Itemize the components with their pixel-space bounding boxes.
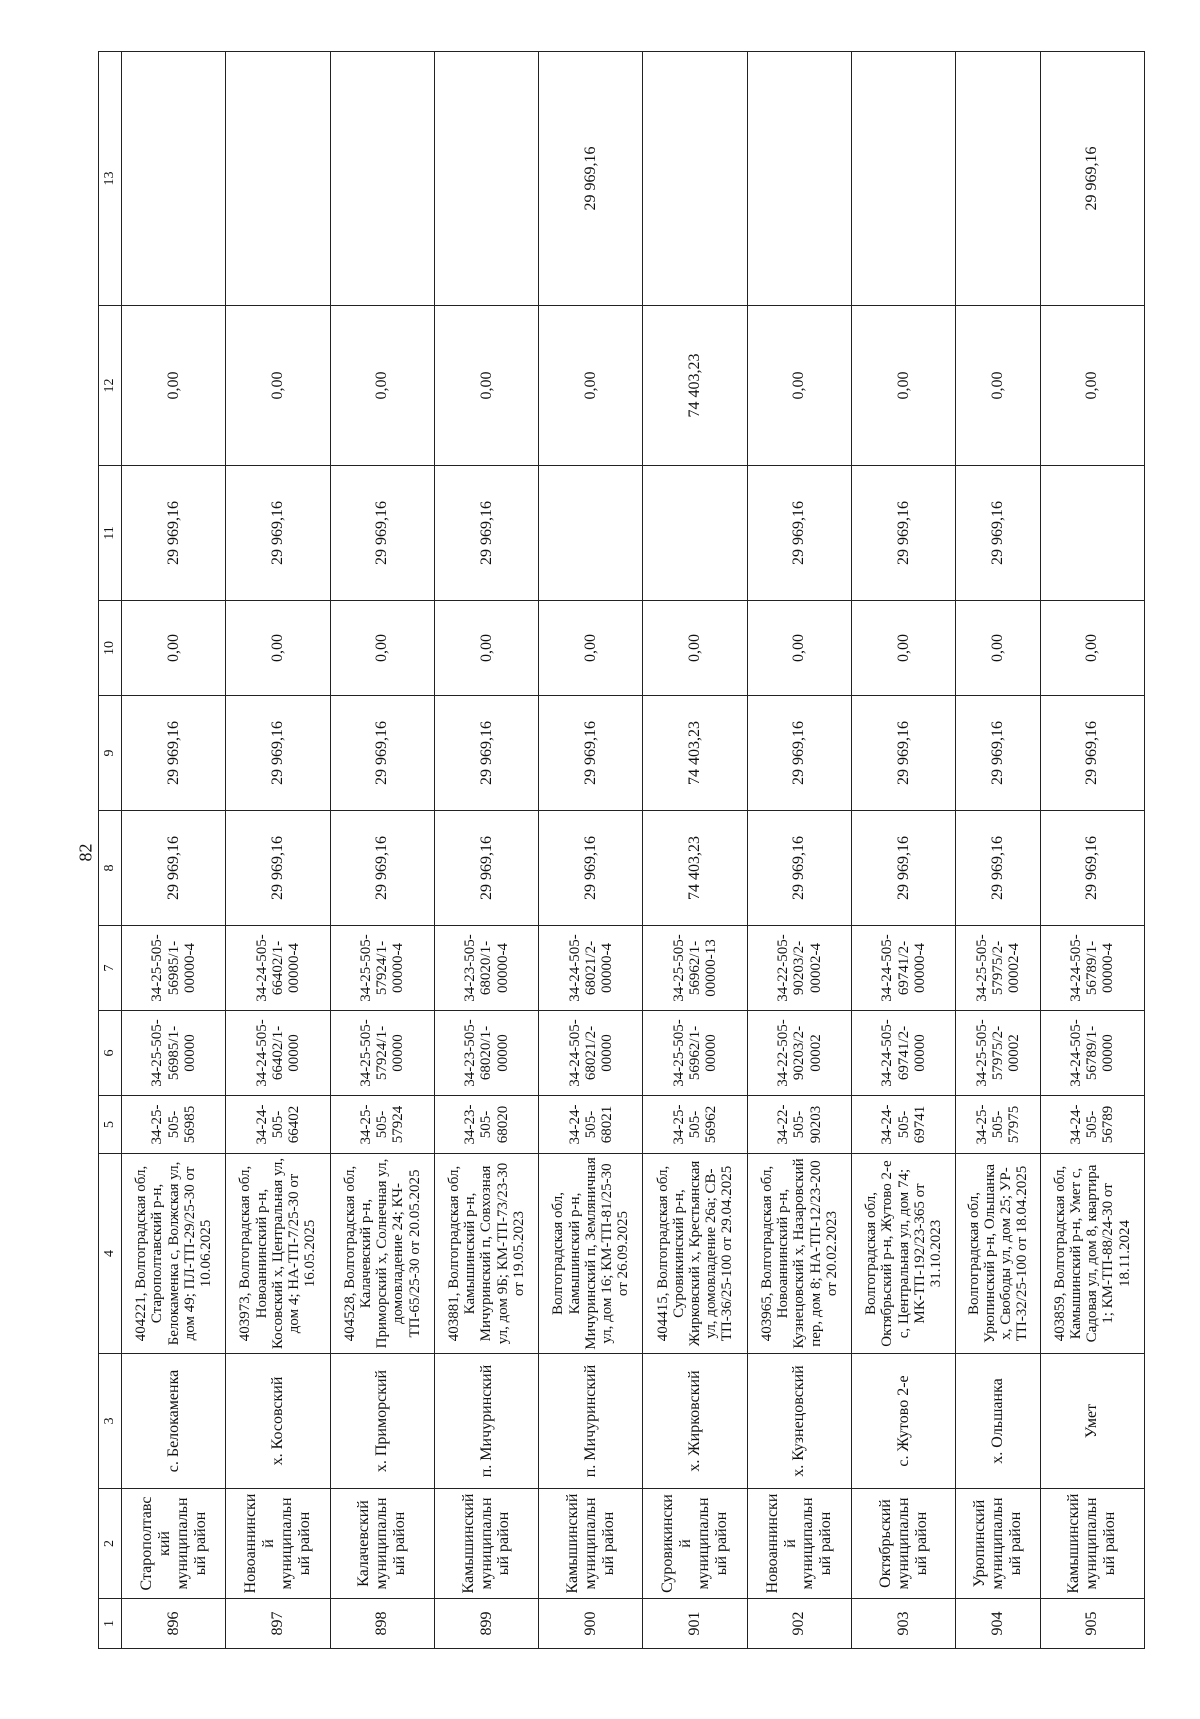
row-number: 900 (539, 1599, 643, 1649)
amount-col10: 0,00 (852, 601, 956, 696)
cadastral-cell: 34-24-505-69741 (852, 1096, 956, 1154)
amount-col11 (539, 466, 643, 601)
object-code-cell: 34-25-505-57924/1-00000 (330, 1011, 434, 1096)
settlement-cell: х. Кузнецовский (747, 1354, 851, 1489)
amount-col13 (226, 52, 330, 306)
district-cell: Новоаннинский муниципальный район (226, 1489, 330, 1599)
amount-col9: 29 969,16 (434, 696, 538, 811)
address-cell: 404415, Волгоградская обл, Суровикинский р-н, Жирковский х, Крестьянская ул, домовладение 26а; СВ-ТП-36/25-100 от 29.04.2025 (643, 1154, 747, 1354)
column-header-7: 7 (99, 926, 122, 1011)
row-number: 898 (330, 1599, 434, 1649)
amount-col11: 29 969,16 (956, 466, 1040, 601)
object-code-cell: 34-23-505-68020/1-00000 (434, 1011, 538, 1096)
settlement-cell: х. Косовский (226, 1354, 330, 1489)
amount-col12: 0,00 (1040, 306, 1144, 466)
amount-col10: 0,00 (747, 601, 851, 696)
object-subcode-cell: 34-25-505-57975/2-00002-4 (956, 926, 1040, 1011)
amount-col9: 29 969,16 (1040, 696, 1144, 811)
amount-col12: 0,00 (122, 306, 226, 466)
district-cell: Октябрьский муниципальный район (852, 1489, 956, 1599)
object-subcode-cell: 34-24-505-56789/1-00000-4 (1040, 926, 1144, 1011)
table-row (1040, 52, 1144, 1649)
amount-col11: 29 969,16 (330, 466, 434, 601)
object-code-cell: 34-24-505-56789/1-00000 (1040, 1011, 1144, 1096)
amount-col8: 29 969,16 (747, 811, 851, 926)
amount-col12: 74 403,23 (643, 306, 747, 466)
amount-col13: 29 969,16 (1040, 52, 1144, 306)
amount-col11 (1040, 466, 1144, 601)
cadastral-cell: 34-22-505-90203 (747, 1096, 851, 1154)
district-cell: Камышинский муниципальный район (434, 1489, 538, 1599)
amount-col12: 0,00 (956, 306, 1040, 466)
object-subcode-cell: 34-25-505-57924/1-00000-4 (330, 926, 434, 1011)
settlement-cell: х. Ольшанка (956, 1354, 1040, 1489)
amount-col9: 29 969,16 (330, 696, 434, 811)
amount-col10: 0,00 (122, 601, 226, 696)
amount-col12: 0,00 (852, 306, 956, 466)
amount-col13: 29 969,16 (539, 52, 643, 306)
settlement-cell: с. Жутово 2-е (852, 1354, 956, 1489)
column-header-10: 10 (99, 601, 122, 696)
amount-col8: 74 403,23 (643, 811, 747, 926)
row-number: 899 (434, 1599, 538, 1649)
cadastral-cell: 34-25-505-56962 (643, 1096, 747, 1154)
column-header-6: 6 (99, 1011, 122, 1096)
table-row (434, 52, 538, 1649)
row-number: 903 (852, 1599, 956, 1649)
settlement-cell: х. Приморский (330, 1354, 434, 1489)
amount-col10: 0,00 (643, 601, 747, 696)
amount-col9: 74 403,23 (643, 696, 747, 811)
row-number: 905 (1040, 1599, 1144, 1649)
address-cell: 403859, Волгоградская обл, Камышинский р-н, Умет с, Садовая ул, дом 8, квартира 1; КМ-ТП-88/24-30 от 18.11.2024 (1040, 1154, 1144, 1354)
amount-col9: 29 969,16 (852, 696, 956, 811)
district-cell: Урюпинский муниципальный район (956, 1489, 1040, 1599)
row-number: 904 (956, 1599, 1040, 1649)
address-cell: 403973, Волгоградская обл, Новоаннинский р-н, Косовский х, Центральная ул, дом 4; НА-ТП-7/25-30 от 16.05.2025 (226, 1154, 330, 1354)
cadastral-cell: 34-25-505-56985 (122, 1096, 226, 1154)
amount-col11 (643, 466, 747, 601)
table-row (122, 52, 226, 1649)
object-subcode-cell: 34-25-505-56985/1-00000-4 (122, 926, 226, 1011)
table-row (747, 52, 851, 1649)
cadastral-cell: 34-23-505-68020 (434, 1096, 538, 1154)
address-cell: 404221, Волгоградская обл, Старополтавский р-н, Белокаменка с, Волжская ул, дом 49; ПЛ-ТП-29/25-30 от 10.06.2025 (122, 1154, 226, 1354)
district-cell: Камышинский муниципальный район (1040, 1489, 1144, 1599)
amount-col11: 29 969,16 (226, 466, 330, 601)
amount-col13 (434, 52, 538, 306)
settlement-cell: п. Мичуринский (539, 1354, 643, 1489)
amount-col13 (122, 52, 226, 306)
amount-col10: 0,00 (539, 601, 643, 696)
amount-col13 (852, 52, 956, 306)
amount-col9: 29 969,16 (226, 696, 330, 811)
object-code-cell: 34-22-505-90203/2-00002 (747, 1011, 851, 1096)
object-code-cell: 34-24-505-68021/2-00000 (539, 1011, 643, 1096)
district-cell: Новоаннинский муниципальный район (747, 1489, 851, 1599)
amount-col8: 29 969,16 (956, 811, 1040, 926)
amount-col12: 0,00 (747, 306, 851, 466)
amount-col11: 29 969,16 (434, 466, 538, 601)
table-row (643, 52, 747, 1649)
data-table (98, 51, 1145, 1649)
amount-col12: 0,00 (434, 306, 538, 466)
column-header-13: 13 (99, 52, 122, 306)
district-cell: Старополтавский муниципальный район (122, 1489, 226, 1599)
amount-col11: 29 969,16 (852, 466, 956, 601)
amount-col8: 29 969,16 (539, 811, 643, 926)
amount-col13 (747, 52, 851, 306)
rotated-table-frame (98, 52, 1145, 1649)
amount-col12: 0,00 (330, 306, 434, 466)
settlement-cell: п. Мичуринский (434, 1354, 538, 1489)
amount-col13 (643, 52, 747, 306)
amount-col8: 29 969,16 (434, 811, 538, 926)
amount-col13 (330, 52, 434, 306)
column-header-1: 1 (99, 1599, 122, 1649)
settlement-cell: х. Жирковский (643, 1354, 747, 1489)
rotated-table-container (98, 52, 1145, 1649)
settlement-cell: Умет (1040, 1354, 1144, 1489)
object-code-cell: 34-25-505-56962/1-00000 (643, 1011, 747, 1096)
amount-col9: 29 969,16 (122, 696, 226, 811)
district-cell: Суровикинский муниципальный район (643, 1489, 747, 1599)
object-subcode-cell: 34-24-505-68021/2-00000-4 (539, 926, 643, 1011)
object-code-cell: 34-25-505-56985/1-00000 (122, 1011, 226, 1096)
table-row (330, 52, 434, 1649)
amount-col10: 0,00 (1040, 601, 1144, 696)
cadastral-cell: 34-24-505-66402 (226, 1096, 330, 1154)
row-number: 897 (226, 1599, 330, 1649)
object-subcode-cell: 34-22-505-90203/2-00002-4 (747, 926, 851, 1011)
amount-col8: 29 969,16 (852, 811, 956, 926)
object-code-cell: 34-24-505-66402/1-00000 (226, 1011, 330, 1096)
object-code-cell: 34-24-505-69741/2-00000 (852, 1011, 956, 1096)
object-subcode-cell: 34-25-505-56962/1-00000-13 (643, 926, 747, 1011)
address-cell: Волгоградская обл, Камышинский р-н, Мичуринский п, Земляничная ул, дом 16; КМ-ТП-81/25-30 от 26.09.2025 (539, 1154, 643, 1354)
amount-col8: 29 969,16 (1040, 811, 1144, 926)
amount-col10: 0,00 (956, 601, 1040, 696)
row-number: 901 (643, 1599, 747, 1649)
district-cell: Калачевский муниципальный район (330, 1489, 434, 1599)
column-header-4: 4 (99, 1154, 122, 1354)
amount-col8: 29 969,16 (226, 811, 330, 926)
address-cell: Волгоградская обл, Октябрьский р-н, Жутово 2-е с, Центральная ул, дом 74; МК-ТП-192/23-365 от 31.10.2023 (852, 1154, 956, 1354)
cadastral-cell: 34-24-505-56789 (1040, 1096, 1144, 1154)
district-cell: Камышинский муниципальный район (539, 1489, 643, 1599)
column-header-8: 8 (99, 811, 122, 926)
column-header-11: 11 (99, 466, 122, 601)
object-subcode-cell: 34-24-505-69741/2-00000-4 (852, 926, 956, 1011)
amount-col8: 29 969,16 (122, 811, 226, 926)
column-header-5: 5 (99, 1096, 122, 1154)
settlement-cell: с. Белокаменка (122, 1354, 226, 1489)
table-body (122, 52, 1145, 1649)
header-row (99, 52, 122, 1649)
amount-col11: 29 969,16 (747, 466, 851, 601)
cadastral-cell: 34-24-505-68021 (539, 1096, 643, 1154)
amount-col9: 29 969,16 (956, 696, 1040, 811)
amount-col10: 0,00 (434, 601, 538, 696)
address-cell: 404528, Волгоградская обл, Калачевский р-н, Приморский х, Солнечная ул, домовладение 24; КЧ-ТП-65/25-30 от 20.05.2025 (330, 1154, 434, 1354)
column-header-2: 2 (99, 1489, 122, 1599)
object-code-cell: 34-25-505-57975/2-00002 (956, 1011, 1040, 1096)
address-cell: 403881, Волгоградская обл, Камышинский р-н, Мичуринский п, Совхозная ул, дом 9Б; КМ-ТП-73/23-30 от 19.05.2023 (434, 1154, 538, 1354)
amount-col9: 29 969,16 (747, 696, 851, 811)
address-cell: Волгоградская обл, Урюпинский р-н, Ольшанка х, Свободы ул, дом 25; УР-ТП-32/25-100 от 18.04.2025 (956, 1154, 1040, 1354)
amount-col12: 0,00 (539, 306, 643, 466)
table-row (852, 52, 956, 1649)
amount-col11: 29 969,16 (122, 466, 226, 601)
row-number: 896 (122, 1599, 226, 1649)
cadastral-cell: 34-25-505-57924 (330, 1096, 434, 1154)
table-header (99, 52, 122, 1649)
amount-col10: 0,00 (226, 601, 330, 696)
row-number: 902 (747, 1599, 851, 1649)
address-cell: 403965, Волгоградская обл, Новоаннинский р-н, Кузнецовский х, Назаровский пер, дом 8; НА-ТП-12/23-200 от 20.02.2023 (747, 1154, 851, 1354)
object-subcode-cell: 34-23-505-68020/1-00000-4 (434, 926, 538, 1011)
amount-col12: 0,00 (226, 306, 330, 466)
amount-col8: 29 969,16 (330, 811, 434, 926)
column-header-3: 3 (99, 1354, 122, 1489)
cadastral-cell: 34-25-505-57975 (956, 1096, 1040, 1154)
table-row (539, 52, 643, 1649)
object-subcode-cell: 34-24-505-66402/1-00000-4 (226, 926, 330, 1011)
column-header-12: 12 (99, 306, 122, 466)
page-number: 82 (75, 843, 96, 862)
column-header-9: 9 (99, 696, 122, 811)
table-row (226, 52, 330, 1649)
amount-col10: 0,00 (330, 601, 434, 696)
table-row (956, 52, 1040, 1649)
amount-col9: 29 969,16 (539, 696, 643, 811)
amount-col13 (956, 52, 1040, 306)
